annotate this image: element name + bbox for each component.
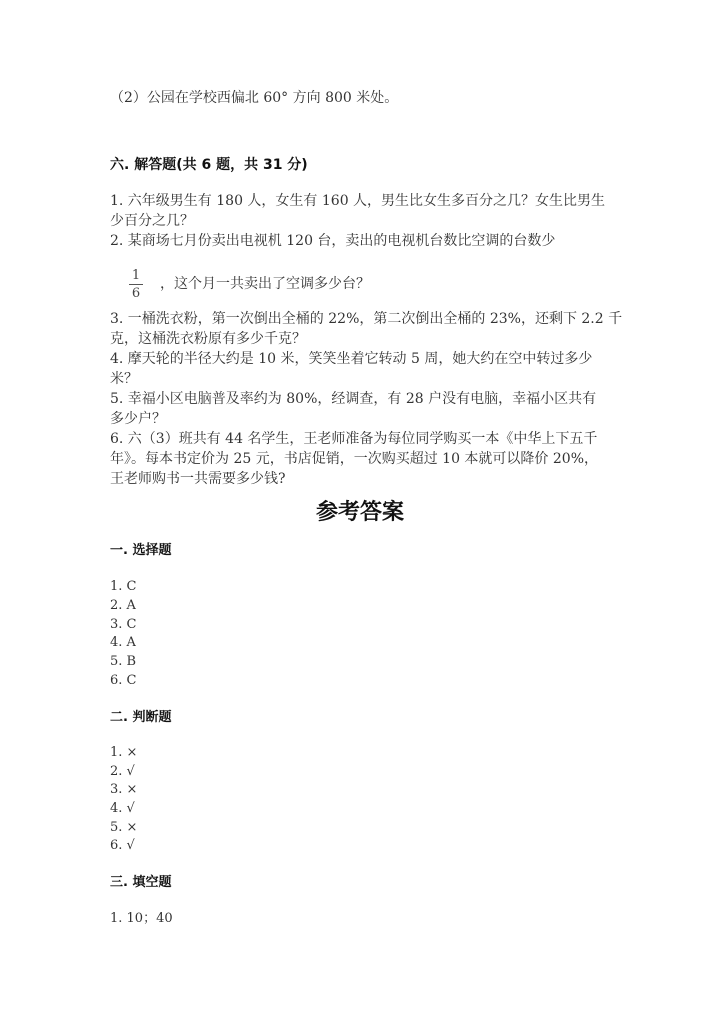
question-item-2-location: （2）公园在学校西偏北 60° 方向 800 米处。: [110, 90, 399, 106]
question-5-line-2: 多少户？: [110, 411, 166, 427]
answer-mc-3: 3. C: [110, 617, 137, 632]
question-4-line-1: 4. 摩天轮的半径大约是 10 米，笑笑坐着它转动 5 周，她大约在空中转过多少: [110, 351, 593, 367]
question-6-line-2: 年》。每本书定价为 25 元，书店促销，一次购买超过 10 本就可以降价 20%，: [110, 451, 598, 467]
question-5-line-1: 5. 幸福小区电脑普及率约为 80%，经调查，有 28 户没有电脑，幸福小区共有: [110, 391, 597, 407]
answer-tf-1: 1. ×: [110, 745, 138, 760]
answer-tf-6: 6. √: [110, 838, 135, 853]
question-2-line-1: 2. 某商场七月份卖出电视机 120 台，卖出的电视机台数比空调的台数少: [110, 233, 556, 249]
answer-tf-5: 5. ×: [110, 820, 138, 835]
answer-tf-4: 4. √: [110, 801, 135, 816]
answer-mc-1: 1. C: [110, 579, 137, 594]
answer-tf-2: 2. √: [110, 764, 135, 779]
fraction-one-sixth: [129, 268, 143, 301]
answers-heading-fill-in-blank: 三. 填空题: [110, 875, 172, 890]
question-3-line-1: 3. 一桶洗衣粉，第一次倒出全桶的 22%，第二次倒出全桶的 23%，还剩下 2.2 千: [110, 311, 623, 327]
question-1-line-2: 少百分之几？: [110, 213, 194, 229]
answer-mc-5: 5. B: [110, 654, 137, 669]
answers-heading-multiple-choice: 一. 选择题: [110, 543, 172, 558]
answer-key-title: 参考答案: [315, 500, 404, 525]
question-6-line-3: 王老师购书一共需要多少钱?: [110, 471, 286, 487]
question-1-line-1: 1. 六年级男生有 180 人，女生有 160 人，男生比女生多百分之几？女生比男生: [110, 193, 606, 209]
question-6-line-1: 6. 六（3）班共有 44 名学生，王老师准备为每位同学购买一本《中华上下五千: [110, 431, 598, 447]
question-3-line-2: 克，这桶洗衣粉原有多少千克？: [110, 331, 306, 347]
fraction-bar: [129, 284, 143, 285]
answer-mc-2: 2. A: [110, 598, 136, 613]
question-4-line-2: 米？: [110, 371, 138, 387]
fraction-numerator: 1: [131, 268, 141, 283]
answer-mc-4: 4. A: [110, 635, 136, 650]
answer-fill-1: 1. 10；40: [110, 911, 173, 926]
answer-mc-6: 6. C: [110, 673, 137, 688]
fraction-denominator: 6: [131, 286, 141, 301]
section-heading-solve-problems: 六. 解答题(共 6 题，共 31 分): [110, 157, 308, 173]
answers-heading-true-false: 二. 判断题: [110, 710, 172, 725]
question-2-line-2: ，这个月一共卖出了空调多少台？: [160, 276, 370, 292]
answer-tf-3: 3. ×: [110, 782, 138, 797]
